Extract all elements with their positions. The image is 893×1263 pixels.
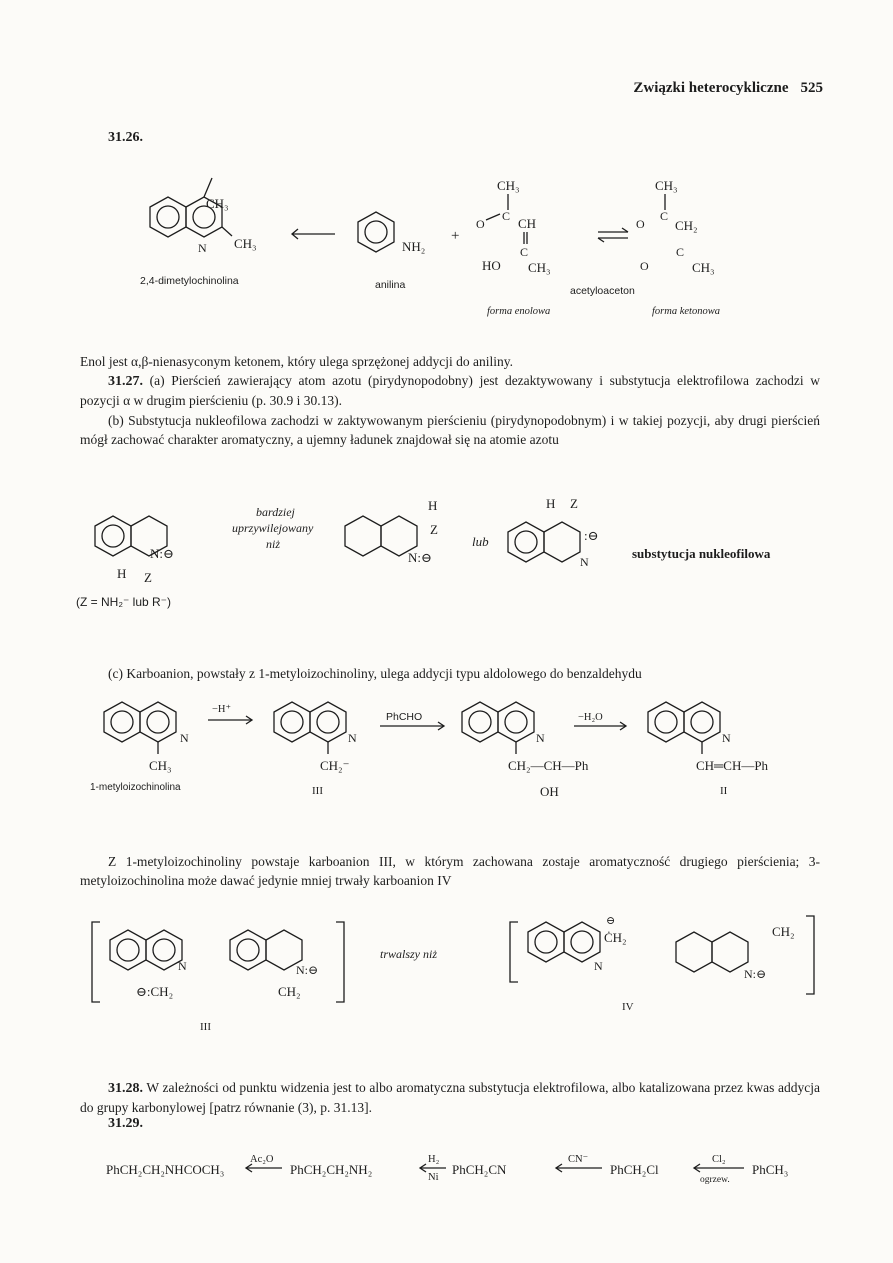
mol4-n: N	[722, 731, 731, 745]
z-definition: (Z = NH₂⁻ lub R⁻)	[76, 595, 172, 609]
keto-ch3-bottom: CH₃	[692, 260, 715, 275]
keto-o1: O	[636, 217, 645, 231]
quinoline-ch3-top: CH₃	[206, 196, 229, 211]
reagent-2-top: H₂	[428, 1154, 440, 1165]
enol-form-label: forma enolowa	[487, 306, 551, 317]
enol-ch3-top: CH₃	[497, 178, 520, 193]
mol3-substituent: CH₂—CH—Ph	[508, 758, 589, 773]
mol3-oh: OH	[540, 784, 559, 799]
keto-form-label: forma ketonowa	[652, 306, 720, 317]
reagent-4-top: Cl₂	[712, 1154, 726, 1165]
mol-3	[462, 702, 534, 754]
enol-ch: CH	[518, 216, 537, 231]
or-word: lub	[472, 534, 489, 549]
paragraph-31-28	[80, 1078, 820, 1117]
enol-c1: C	[502, 209, 511, 223]
left-n-minus: N:⊖	[150, 546, 174, 561]
res2b-substituent: CH₂	[772, 924, 795, 939]
mol-1	[104, 702, 176, 754]
chem-m3: PhCH₂CN	[452, 1162, 507, 1177]
chem-m5: PhCH₃	[752, 1162, 789, 1177]
enol-paragraph: Enol jest α,β-nienasyconym ketonem, który ulega sprzężonej addycji do aniliny.	[80, 354, 513, 369]
paragraph-carbanion-III: Z 1-metyloizochinoliny powstaje karboanion III, w którym zachowana zostaje aromatyczność drugiego pierścienia; 3-metyloizochinolina może dawać jedynie mniej trwały karboanion IV	[80, 854, 820, 888]
paragraph-31-27c: (c) Karboanion, powstały z 1-metyloizochinoliny, ulega addycji typu aldolowego do benzaldehydu	[108, 666, 642, 681]
keto-c2: C	[676, 245, 685, 259]
more-stable-text: trwalszy niż	[380, 947, 438, 961]
left-z: Z	[144, 570, 152, 585]
mol1-substituent: CH₃	[149, 758, 172, 773]
mol2-label: III	[312, 785, 323, 797]
aniline-nh2: NH₂	[402, 239, 426, 254]
problem-number-31-29: 31.29.	[108, 1116, 143, 1131]
enol-c2: C	[520, 245, 529, 259]
step1-reagent: −H⁺	[212, 704, 232, 715]
step3-reagent: −H₂O	[578, 712, 603, 723]
problem-number-31-28: 31.28.	[108, 1081, 143, 1096]
reagent-4-bottom: ogrzew.	[700, 1175, 730, 1185]
mol4-substituent: CH═CH—Ph	[696, 758, 769, 773]
favored-word-3: niż	[266, 537, 281, 551]
carbanion-resonance-scheme	[0, 910, 893, 1040]
res2a-minus: ⊖	[606, 915, 616, 927]
res2a-n: N	[594, 959, 603, 973]
enol-ch3-bottom: CH₃	[528, 260, 551, 275]
nucleophilic-substitution-label: substytucja nukleofilowa	[632, 546, 771, 561]
keto-ch2: CH₂	[675, 218, 698, 233]
problem-number-31-27: 31.27.	[108, 374, 143, 389]
page-number: 525	[800, 80, 823, 96]
res1b-n-minus: N:⊖	[296, 963, 319, 977]
aldol-scheme	[0, 690, 893, 810]
reagent-3: CN⁻	[568, 1154, 589, 1165]
mid-n-minus: N:⊖	[408, 550, 432, 565]
nucleophilic-substitution-scheme	[0, 490, 893, 620]
resonance-label-IV: IV	[622, 1001, 634, 1013]
mol-2	[274, 702, 346, 754]
res1a-n: N	[178, 959, 187, 973]
text-31-28: W zależności od punktu widzenia jest to albo aromatyczna substytucja elektrofilowa, albo katalizowana przez kwas addycja do grupy karbonylowej [patrz równanie (3), p. 31.13].	[80, 1080, 820, 1115]
mol4-label: II	[720, 785, 728, 797]
right-h: H	[546, 496, 556, 511]
chem-m2: PhCH₂CH₂NH₂	[290, 1162, 373, 1177]
problem-number-31-26: 31.26.	[108, 130, 143, 145]
mol1-n: N	[180, 731, 189, 745]
quinoline-ch3-side: CH₃	[234, 236, 257, 251]
quinoline-n: N	[198, 241, 207, 255]
reagent-2-bottom: Ni	[428, 1172, 439, 1183]
reaction-31-26	[0, 160, 893, 330]
synthesis-31-29	[0, 1140, 893, 1200]
right-z: Z	[570, 496, 578, 511]
mol-4	[648, 702, 720, 754]
paragraph-31-27a	[80, 371, 820, 410]
mol1-label: 1-metyloizochinolina	[90, 782, 181, 793]
mid-z: Z	[430, 522, 438, 537]
text-31-27b: (b) Substytucja nukleofilowa zachodzi w zaktywowanym pierścieniu (pirydynopodobnym) i w takiej pozycji, aby drugi pierścień mógł zachować charakter aromatyczny, a ujemny ładunek znajdował się na atomie azotu	[80, 413, 820, 447]
res1a-substituent: ⊖:CH₂	[136, 984, 174, 999]
keto-o2: O	[640, 259, 649, 273]
chem-m1: PhCH₂CH₂NHCOCH₃	[106, 1162, 225, 1177]
res1b-substituent: CH₂	[278, 984, 301, 999]
mol2-substituent: CH₂⁻	[320, 758, 350, 773]
res2b-n-minus: N:⊖	[744, 967, 767, 981]
res2a-substituent: ĊH₂	[604, 930, 627, 945]
enol-o: O	[476, 217, 485, 231]
right-minus: :⊖	[584, 528, 599, 543]
favored-word-2: uprzywilejowany	[232, 521, 314, 535]
paragraph-31-27b	[80, 411, 820, 449]
text-31-27a: (a) Pierścień zawierający atom azotu (pirydynopodobny) jest dezaktywowany i substytucja elektrofilowa zachodzi w pozycji α w drugim pierścieniu (p. 30.9 i 30.13).	[80, 373, 821, 408]
enol-ho: HO	[482, 258, 501, 273]
running-header	[633, 80, 823, 97]
mol3-n: N	[536, 731, 545, 745]
mol2-n: N	[348, 731, 357, 745]
chem-m4: PhCH₂Cl	[610, 1162, 659, 1177]
step2-reagent: PhCHO	[386, 711, 423, 723]
right-n: N	[580, 555, 589, 569]
keto-c1: C	[660, 209, 669, 223]
mid-h: H	[428, 498, 438, 513]
keto-ch3-top: CH₃	[655, 178, 678, 193]
header-title: Związki heterocykliczne	[633, 80, 789, 96]
acetylacetone-label: acetyloaceton	[570, 285, 635, 297]
left-h: H	[117, 566, 127, 581]
favored-word-1: bardziej	[256, 505, 295, 519]
reagent-1: Ac₂O	[250, 1154, 274, 1165]
plus-sign: +	[451, 228, 460, 244]
resonance-label-III: III	[200, 1021, 211, 1033]
aniline-label: anilina	[375, 279, 406, 291]
product-label: 2,4-dimetylochinolina	[140, 275, 239, 287]
